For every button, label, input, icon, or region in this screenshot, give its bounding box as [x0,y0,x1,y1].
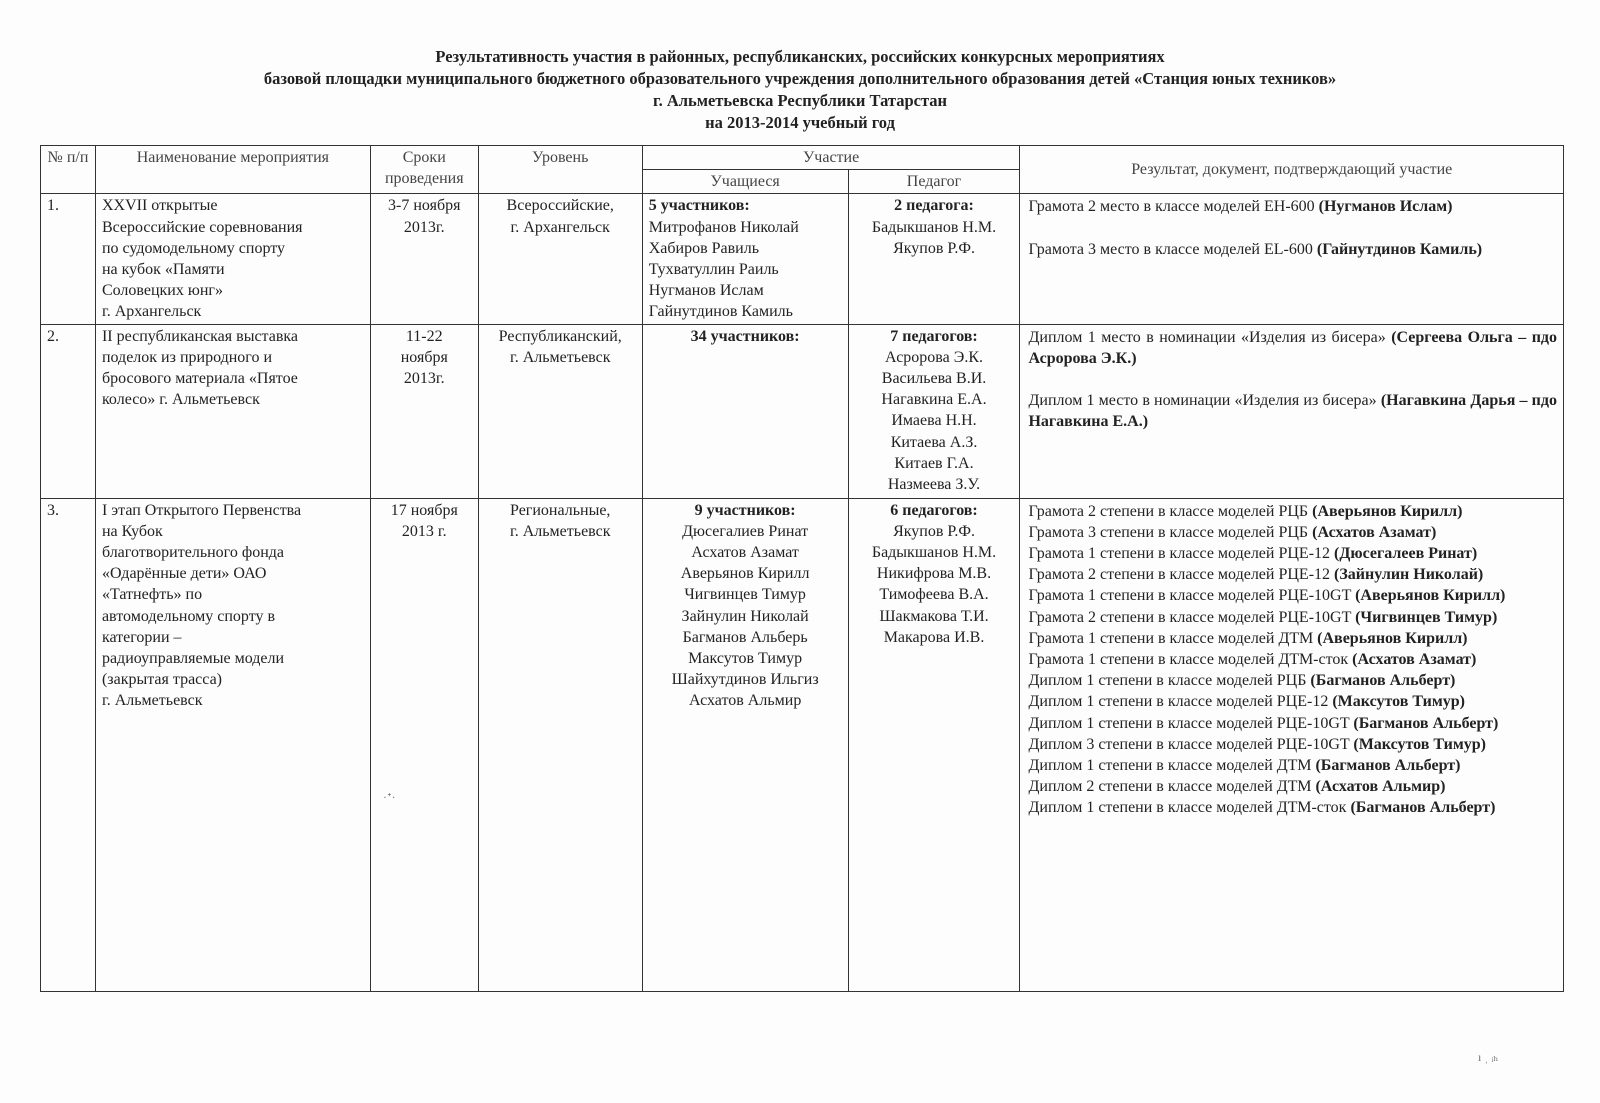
cell-line: по судомодельному спорту [101,239,286,257]
cell-line: Бадыкшанов Н.М. [871,218,997,236]
header-students: Учащиеся [642,170,848,194]
cell-line: Багманов Альберь [682,628,808,646]
result-recipient: (Багманов Альберт) [1353,714,1499,732]
result-text: Грамота 1 степени в классе моделей ДТМ-сток [1028,651,1353,669]
cell-line: Асхатов Альмир [688,692,802,710]
scan-mark: ·ᐩ· [383,790,396,804]
teachers-cell [848,324,1020,498]
cell-line: Гайнутдинов Камиль [648,303,793,321]
cell-line: автомодельному спорту в [101,607,276,625]
results-table [40,145,1564,992]
teachers-cell [848,498,1020,991]
result-item [1028,327,1557,369]
result-text: Диплом 1 место в номинации «Изделия из бисера» [1028,392,1381,410]
cell-line: Шайхутдинов Ильгиз [671,671,819,689]
result-recipient: (Дюсегалеев Ринат) [1334,545,1478,563]
cell-line: 17 ноября [390,501,458,519]
cell-line: Никифрова М.В. [876,565,992,583]
cell-line: 2013г. [403,370,445,388]
table-row [41,194,1564,324]
result-item [1028,543,1557,564]
cell-line: колесо» г. Альметьевск [101,391,260,409]
result-text: Грамота 2 степени в классе моделей РЦБ [1028,502,1313,520]
cell-line: Чигвинцев Тимур [684,586,806,604]
results-cell [1020,498,1564,991]
result-item [1028,390,1557,432]
result-item [1028,797,1557,818]
title-line: на 2013-2014 учебный год [705,113,895,132]
header-name: Наименование мероприятия [95,146,370,194]
result-recipient: (Багманов Альберт) [1315,757,1461,775]
result-text: Диплом 1 степени в классе моделей РЦЕ-10GT [1028,714,1354,732]
header-num: № п/п [41,146,96,194]
event-level [478,498,642,991]
cell-line: Асророва Э.К. [885,348,983,366]
cell-line: благотворительного фонда [101,544,285,562]
cell-line: Якупов Р.Ф. [893,522,975,540]
event-dates [370,498,478,991]
students-cell [642,194,848,324]
cell-line: Максутов Тимур [688,650,803,668]
result-text: Диплом 1 степени в классе моделей РЦЕ-12 [1028,693,1333,711]
cell-line: г. Архангельск [101,303,202,321]
result-recipient: (Асхатов Альмир) [1315,778,1446,796]
result-text: Грамота 2 степени в классе моделей РЦЕ-10GT [1028,608,1356,626]
header-result: Результат, документ, подтверждающий участие [1020,146,1564,194]
teachers-count: 6 педагогов: [890,501,978,519]
cell-line: Нагавкина Е.А. [881,391,987,409]
document-title [0,46,1600,134]
cell-line: Соловецких юнг» [101,282,223,300]
cell-line: Нугманов Ислам [648,282,764,300]
teachers-count: 2 педагога: [894,197,974,215]
result-recipient: (Аверьянов Кирилл) [1317,629,1468,647]
cell-line: I этап Открытого Первенства [101,501,302,519]
result-text: Грамота 1 степени в классе моделей РЦЕ-10GT [1028,587,1356,605]
event-level [478,194,642,324]
teachers-count: 7 педагогов: [890,327,978,345]
result-text: Грамота 2 место в классе моделей ЕН-600 [1028,198,1319,216]
result-item [1028,734,1557,755]
table-row [41,498,1564,991]
cell-line: ноября [400,348,448,366]
cell-line: Региональные, [510,501,611,519]
cell-line: Дюсегалиев Ринат [682,522,809,540]
students-count: 9 участников: [694,501,796,519]
result-recipient: (Чигвинцев Тимур) [1355,608,1498,626]
result-recipient: (Асхатов Азамат) [1352,651,1477,669]
result-item [1028,628,1557,649]
cell-line: 3-7 ноября [388,197,461,215]
cell-line: Митрофанов Николай [648,218,799,236]
result-text: Диплом 1 степени в классе моделей РЦБ [1028,672,1311,690]
event-name [95,194,370,324]
cell-line: Бадыкшанов Н.М. [871,544,997,562]
result-text: Грамота 3 место в классе моделей EL-600 [1028,240,1317,258]
result-recipient: (Максутов Тимур) [1332,693,1465,711]
result-recipient: (Асхатов Азамат) [1312,523,1437,541]
cell-line: Всероссийские соревнования [101,218,303,236]
cell-line: Всероссийские, [506,197,614,215]
cell-line: г. Альметьевск [509,522,611,540]
cell-line: г. Альметьевск [509,348,611,366]
header-dates: Сроки проведения [370,146,478,194]
students-count: 34 участников: [690,327,800,345]
event-name [95,324,370,498]
cell-line: поделок из природного и [101,348,273,366]
result-recipient: (Нагавкина Дарья – пдо Нагавкина Е.А.) [1028,392,1557,431]
result-item [1028,670,1557,691]
students-cell [642,324,848,498]
cell-line: Зайнулин Николай [681,607,809,625]
title-line: г. Альметьевска Республики Татарстан [652,91,948,110]
cell-line: II республиканская выставка [101,327,299,345]
cell-line: 11-22 [405,327,443,345]
cell-line: (закрытая трасса) [101,671,222,689]
title-line: Результативность участия в районных, республиканских, российских конкурсных мероприятиях [435,47,1165,66]
event-dates [370,324,478,498]
results-cell [1020,324,1564,498]
cell-line: Тимофеева В.А. [879,586,989,604]
cell-line: Хабиров Равиль [648,239,760,257]
result-recipient: (Сергеева Ольга – пдо Асророва Э.К.) [1028,328,1558,367]
event-dates [370,194,478,324]
cell-line: Назмеева З.У. [887,476,981,494]
cell-line: Имаева Н.Н. [891,412,977,430]
result-item [1028,196,1557,217]
cell-line: Китаева А.З. [890,433,978,451]
result-item [1028,522,1557,543]
cell-line: Васильева В.И. [881,370,987,388]
cell-line: на кубок «Памяти [101,261,225,279]
cell-line: «Татнефть» по [101,586,203,604]
result-recipient: (Зайнулин Николай) [1334,566,1484,584]
cell-line: Аверьянов Кирилл [680,565,810,583]
result-text: Диплом 3 степени в классе моделей РЦЕ-10GT [1028,735,1354,753]
result-item [1028,564,1557,585]
row-number: 2. [41,324,96,498]
result-text: Грамота 2 степени в классе моделей РЦЕ-12 [1028,566,1335,584]
row-number: 1. [41,194,96,324]
cell-line: «Одарённые дети» ОАО [101,565,267,583]
result-recipient: (Багманов Альберт) [1350,799,1496,817]
result-recipient: (Багманов Альберт) [1310,672,1456,690]
cell-line: на Кубок [101,522,163,540]
header-level: Уровень [478,146,642,194]
cell-line: Асхатов Азамат [691,544,799,562]
scan-mark: ı ˌ ᵢₕ [1478,1050,1499,1064]
teachers-cell [848,194,1020,324]
result-item [1028,691,1557,712]
title-line: базовой площадки муниципального бюджетного образовательного учреждения дополнительного образования детей «Станция юных техников» [263,69,1337,88]
result-recipient: (Гайнутдинов Камиль) [1316,240,1483,258]
table-row [41,324,1564,498]
result-text: Диплом 1 степени в классе моделей ДТМ-сток [1028,799,1351,817]
cell-line: Шакмакова Т.И. [879,607,989,625]
result-recipient: (Аверьянов Кирилл) [1312,502,1463,520]
cell-line: Макарова И.В. [883,628,985,646]
result-item [1028,585,1557,606]
event-name [95,498,370,991]
result-recipient: (Максутов Тимур) [1353,735,1487,753]
row-number: 3. [41,498,96,991]
header-participation: Участие [642,146,1020,170]
result-recipient: (Аверьянов Кирилл) [1355,587,1506,605]
result-item [1028,649,1557,670]
result-text: Грамота 1 степени в классе моделей ДТМ [1028,629,1318,647]
cell-line: 2013г. [403,218,445,236]
cell-line: XXVII открытые [101,197,218,215]
students-cell [642,498,848,991]
cell-line: бросового материала «Пятое [101,370,298,388]
cell-line: Республиканский, [498,327,622,345]
cell-line: Тухватуллин Раиль [648,261,779,279]
result-item [1028,501,1557,522]
cell-line: категории – [101,628,182,646]
result-text: Диплом 2 степени в классе моделей ДТМ [1028,778,1316,796]
result-item [1028,239,1557,260]
result-item [1028,755,1557,776]
cell-line: г. Альметьевск [101,692,203,710]
cell-line: радиоуправляемые модели [101,650,285,668]
result-text: Грамота 3 степени в классе моделей РЦБ [1028,523,1313,541]
cell-line: Якупов Р.Ф. [893,239,975,257]
event-level [478,324,642,498]
result-text: Грамота 1 степени в классе моделей РЦЕ-12 [1028,545,1335,563]
cell-line: г. Архангельск [510,218,610,236]
cell-line: Китаев Г.А. [894,454,974,472]
result-text: Диплом 1 степени в классе моделей ДТМ [1028,757,1316,775]
cell-line: 2013 г. [401,522,447,540]
result-item [1028,776,1557,797]
result-item [1028,713,1557,734]
result-recipient: (Нугманов Ислам) [1318,198,1453,216]
result-item [1028,607,1557,628]
results-cell [1020,194,1564,324]
students-count: 5 участников: [648,197,750,215]
result-text: Диплом 1 место в номинации «Изделия из бисера» [1028,328,1392,346]
header-teacher: Педагог [848,170,1020,194]
